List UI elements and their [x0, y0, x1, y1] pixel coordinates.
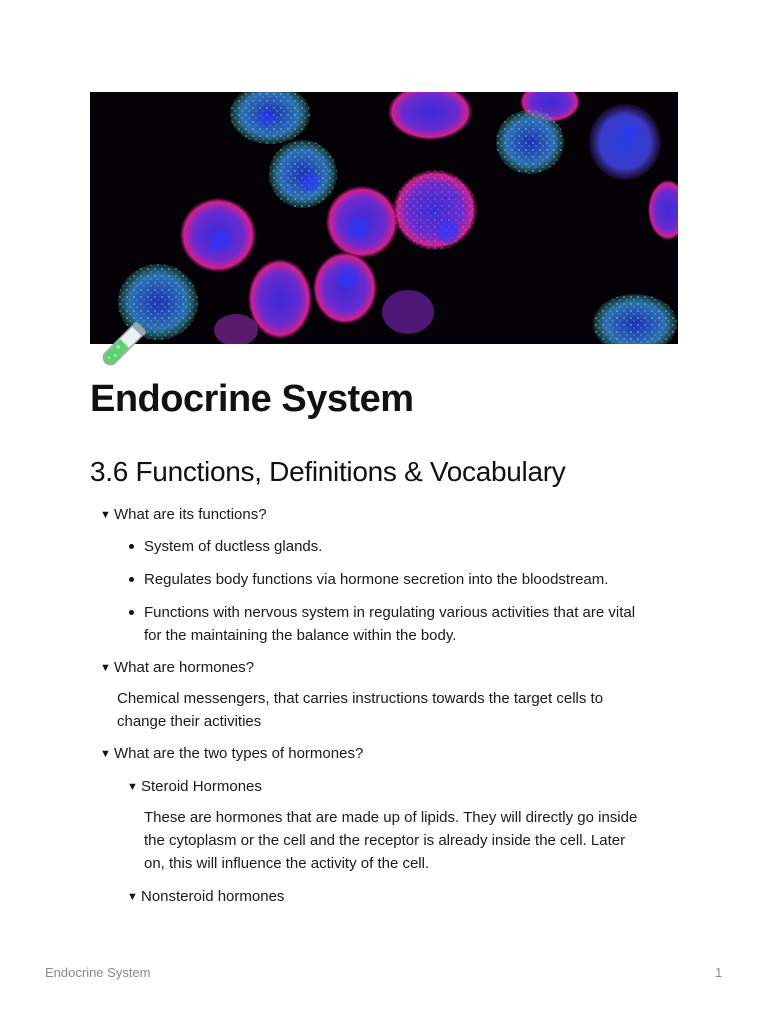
test-tube-icon	[92, 318, 150, 376]
footer-document-title: Endocrine System	[45, 965, 151, 980]
footer-page-number: 1	[715, 965, 723, 980]
toggle-steroid-hormones[interactable]	[127, 775, 262, 799]
bullet-icon	[129, 610, 134, 615]
toggle-label: What are the two types of hormones?	[114, 745, 364, 762]
paragraph-line: These are hormones that are made up of lipids. They will directly go inside	[144, 809, 638, 826]
toggle-functions[interactable]	[100, 503, 267, 527]
toggle-label: What are hormones?	[114, 659, 255, 676]
list-item: System of ductless glands.	[144, 538, 323, 555]
bullet-icon	[129, 544, 134, 549]
toggle-hormone-types[interactable]	[100, 742, 363, 766]
toggle-hormones[interactable]	[100, 656, 254, 680]
triangle-down-icon[interactable]: ▼	[100, 662, 111, 674]
section-heading: 3.6 Functions, Definitions & Vocabulary	[90, 456, 566, 487]
paragraph-line: change their activities	[117, 713, 262, 730]
toggle-label: What are its functions?	[114, 506, 267, 523]
list-item: Regulates body functions via hormone secretion into the bloodstream.	[144, 571, 609, 588]
cover-image	[90, 92, 678, 344]
paragraph-line: the cytoplasm or the cell and the receptor is already inside the cell. Later	[144, 832, 626, 849]
triangle-down-icon[interactable]: ▼	[127, 891, 138, 903]
bullet-icon	[129, 577, 134, 582]
toggle-label: Steroid Hormones	[141, 778, 262, 795]
toggle-nonsteroid-hormones[interactable]	[127, 885, 284, 909]
triangle-down-icon[interactable]: ▼	[100, 509, 111, 521]
list-item-continuation: for the maintaining the balance within the body.	[144, 627, 457, 644]
triangle-down-icon[interactable]: ▼	[100, 748, 111, 760]
toggle-label: Nonsteroid hormones	[141, 888, 285, 905]
paragraph-line: on, this will influence the activity of the cell.	[144, 855, 430, 872]
list-item: Functions with nervous system in regulating various activities that are vital	[144, 604, 636, 621]
paragraph-line: Chemical messengers, that carries instructions towards the target cells to	[117, 690, 604, 707]
page-title: Endocrine System	[90, 378, 414, 420]
triangle-down-icon[interactable]: ▼	[127, 781, 138, 793]
